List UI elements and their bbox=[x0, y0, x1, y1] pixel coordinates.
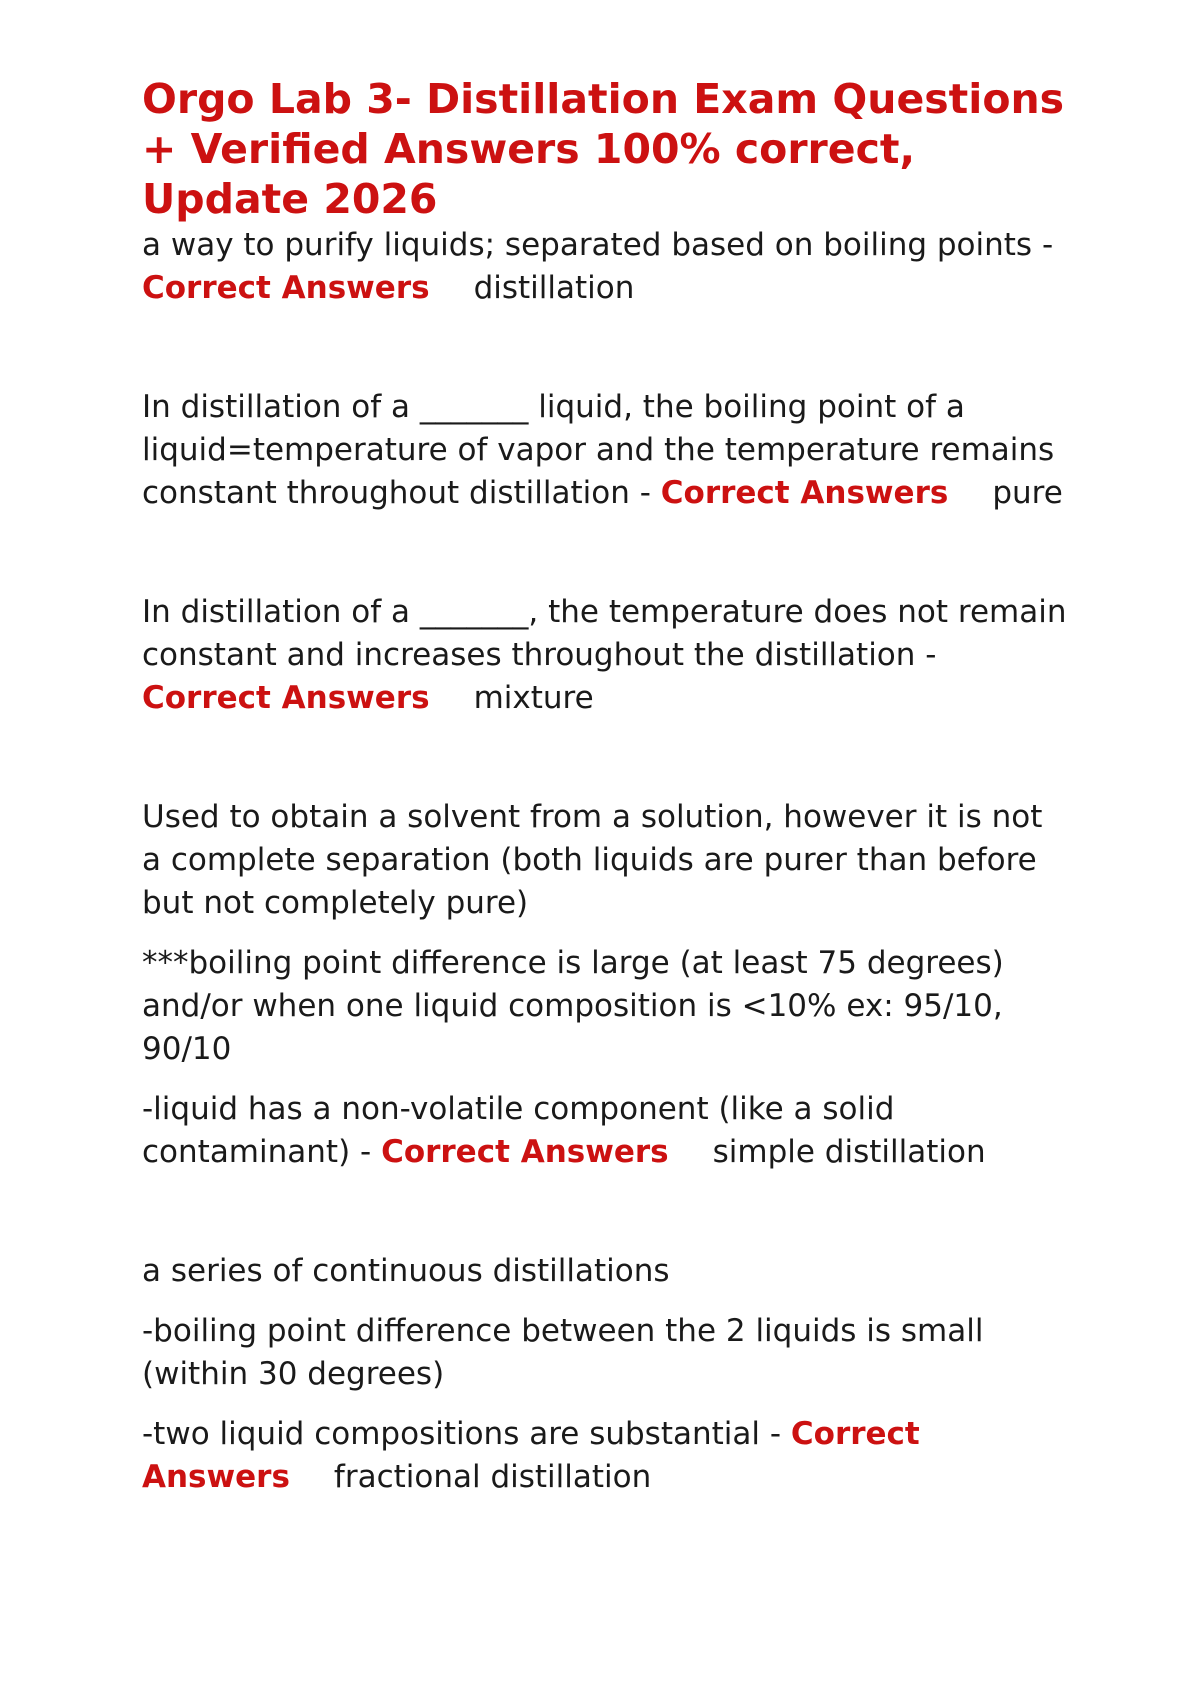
correct-answers-label: Correct Answers bbox=[381, 1134, 669, 1170]
qa-item-5 bbox=[142, 1250, 1070, 1499]
question-text: a way to purify liquids; separated based on boiling points - Correct Answers distillation bbox=[142, 227, 1054, 306]
answer-text: pure bbox=[992, 475, 1063, 511]
qa-item-4 bbox=[142, 796, 1070, 1174]
qa-item-1 bbox=[142, 224, 1070, 310]
question-text: Used to obtain a solvent from a solution, however it is not a complete separation (both liquids are purer than before but not completely pure) bbox=[142, 799, 1043, 921]
correct-answers-label: Correct Answers bbox=[142, 680, 430, 716]
answer-text: mixture bbox=[473, 680, 594, 716]
correct-answers-label: Correct Answers bbox=[142, 270, 430, 306]
question-text: -two liquid compositions are substantial - Correct Answers fractional distillation bbox=[142, 1416, 920, 1495]
question-text: a series of continuous distillations bbox=[142, 1253, 670, 1289]
qa-item-3 bbox=[142, 591, 1070, 720]
question-text: ***boiling point difference is large (at least 75 degrees) and/or when one liquid composition is <10% ex: 95/10, 90/10 bbox=[142, 945, 1004, 1067]
question-text: In distillation of a _______ liquid, the boiling point of a liquid=temperature of vapor and the temperature remains constant throughout distillation - Correct Answers pure bbox=[142, 389, 1063, 511]
qa-item-2 bbox=[142, 386, 1070, 515]
document-title: Orgo Lab 3- Distillation Exam Questions + Verified Answers 100% correct, Update 2026 bbox=[142, 75, 1065, 223]
answer-text: distillation bbox=[473, 270, 635, 306]
question-text: -boiling point difference between the 2 liquids is small (within 30 degrees) bbox=[142, 1313, 984, 1392]
question-text: In distillation of a _______, the temperature does not remain constant and increases throughout the distillation - Correct Answers mixture bbox=[142, 594, 1067, 716]
correct-answers-label: Correct Answers bbox=[142, 1416, 920, 1495]
answer-text: fractional distillation bbox=[333, 1459, 652, 1495]
answer-text: simple distillation bbox=[712, 1134, 986, 1170]
question-text: -liquid has a non-volatile component (like a solid contaminant) - Correct Answers simple distillation bbox=[142, 1091, 986, 1170]
correct-answers-label: Correct Answers bbox=[660, 475, 949, 511]
